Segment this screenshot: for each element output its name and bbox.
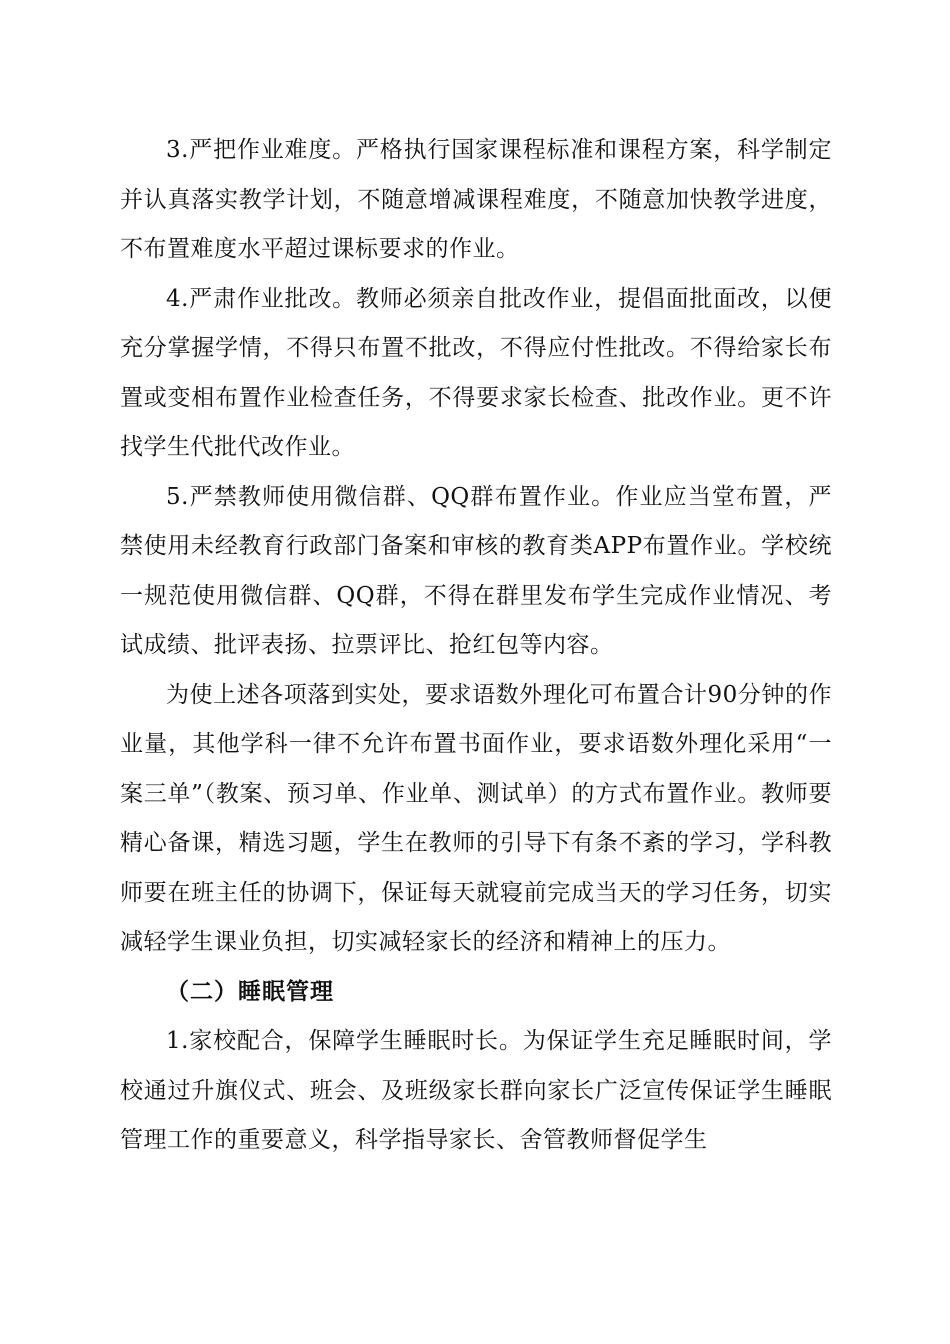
paragraph-implementation: 为使上述各项落到实处，要求语数外理化可布置合计90分钟的作业量，其他学科一律不允许布置书面作业，要求语数外理化采用“一案三单”（教案、预习单、作业单、测试单）的方式布置作业。教师要精心备课，精选习题，学生在教师的引导下有条不紊的学习，学科教师要在班主任的协调下，保证每天就寝前完成当天的学习任务，切实减轻学生课业负担，切实减轻家长的经济和精神上的压力。 (120, 681, 832, 955)
section-heading-sleep-management: （二）睡眠管理 (166, 978, 334, 1005)
paragraph-wechat-qq-ban: 5.严禁教师使用微信群、QQ群布置作业。作业应当堂布置，严禁使用未经教育行政部门备案和审核的教育类APP布置作业。学校统一规范使用微信群、QQ群，不得在群里发布学生完成作业情况、考试成绩、批评表扬、拉票评比、抢红包等内容。 (120, 483, 832, 658)
paragraph-homework-difficulty: 3.严把作业难度。严格执行国家课程标准和课程方案，科学制定并认真落实教学计划，不随意增减课程难度，不随意加快教学进度，不布置难度水平超过课标要求的作业。 (120, 137, 832, 262)
document-body (120, 126, 832, 1166)
paragraph-homework-correction: 4.严肃作业批改。教师必须亲自批改作业，提倡面批面改，以便充分掌握学情，不得只布置不批改，不得应付性批改。不得给家长布置或变相布置作业检查任务，不得要求家长检查、批改作业。更不许找学生代批代改作业。 (120, 285, 832, 460)
paragraph-sleep-duration: 1.家校配合，保障学生睡眠时长。为保证学生充足睡眠时间，学校通过升旗仪式、班会、及班级家长群向家长广泛宣传保证学生睡眠管理工作的重要意义，科学指导家长、舍管教师督促学生 (120, 1028, 832, 1153)
